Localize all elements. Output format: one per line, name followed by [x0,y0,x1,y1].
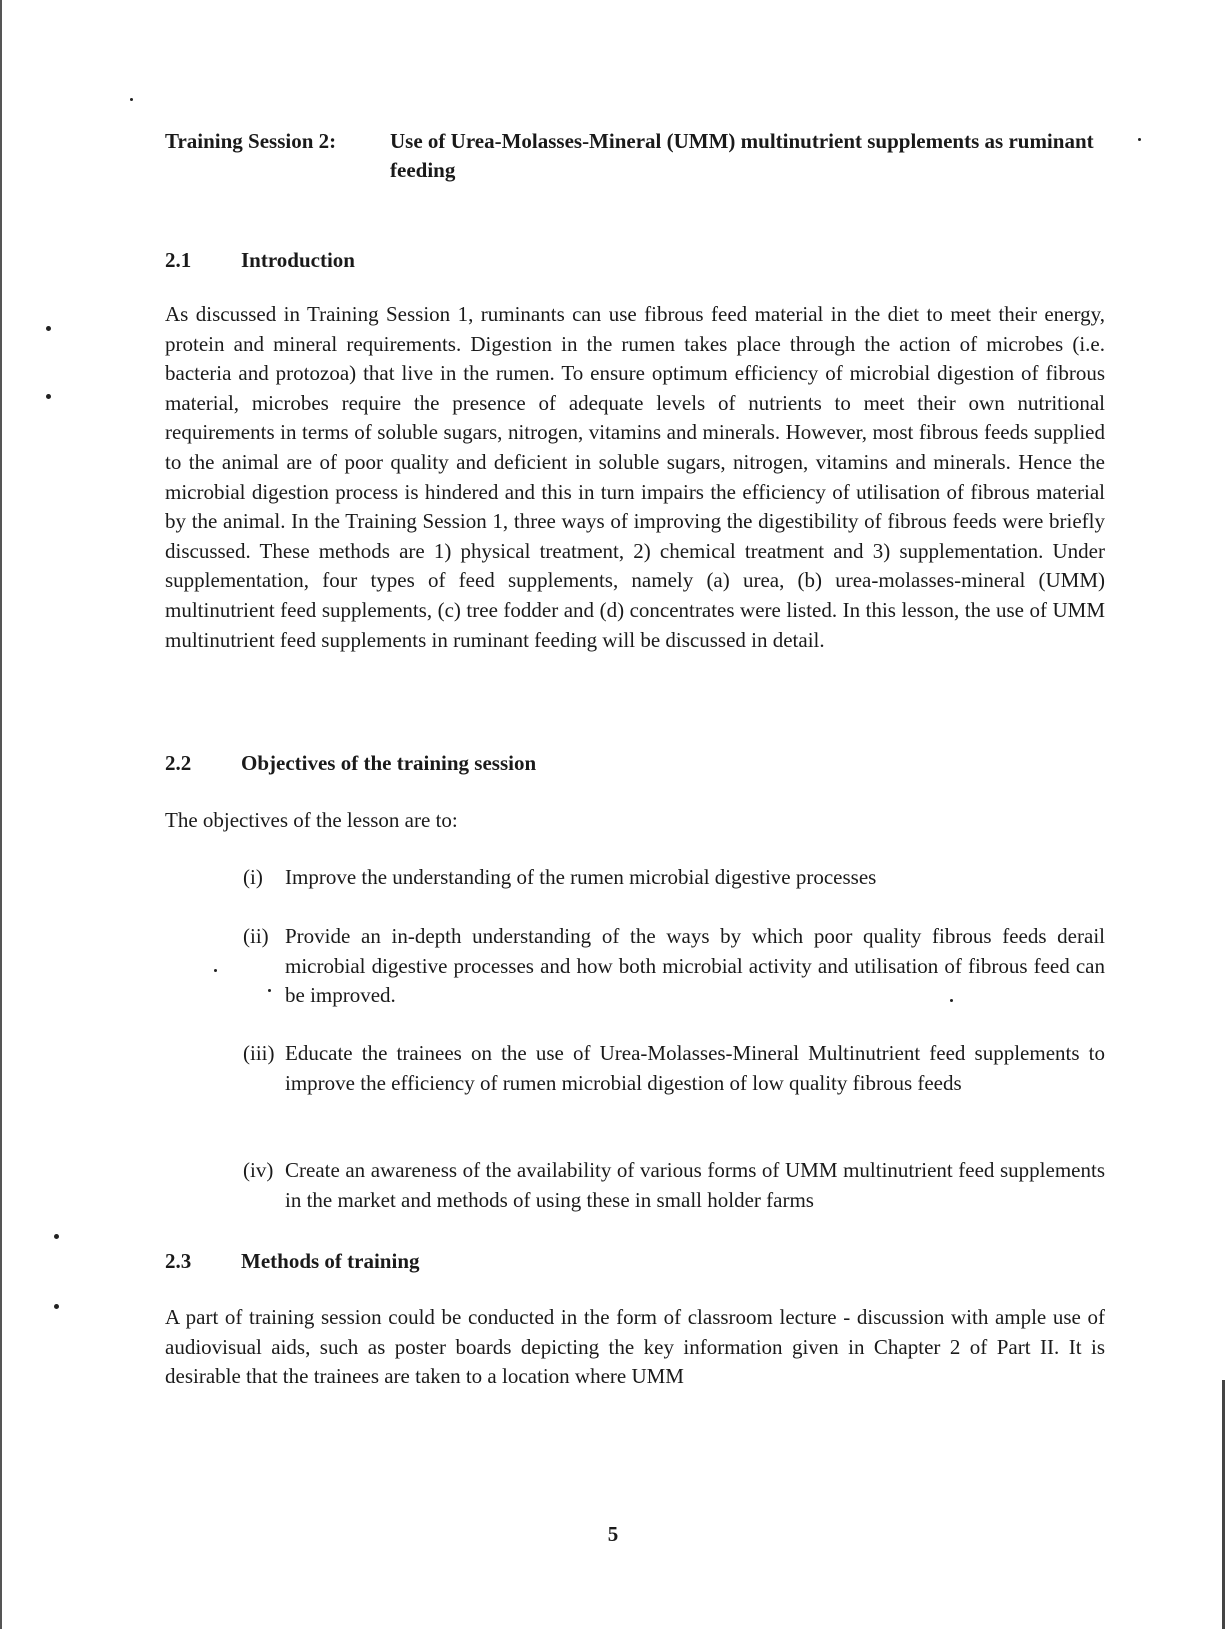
introduction-paragraph: As discussed in Training Session 1, ruminants can use fibrous feed material in the diet to meet their energy, protein and mineral requirements. Digestion in the rumen takes place through the action of microbes (i.e. bacteria and protozoa) that live in the rumen. To ensure optimum efficiency of microbial digestion of fibrous material, microbes require the presence of adequate levels of nutrients to meet their own nutritional requirements in terms of soluble sugars, nitrogen, vitamins and minerals. However, most fibrous feeds supplied to the animal are of poor quality and deficient in soluble sugars, nitrogen, vitamins and minerals. Hence the microbial digestion process is hindered and this in turn impairs the efficiency of utilisation of fibrous material by the animal. In the Training Session 1, three ways of improving the digestibility of fibrous feeds were briefly discussed. These methods are 1) physical treatment, 2) chemical treatment and 3) supplementation. Under supplementation, four types of feed supplements, namely (a) urea, (b) urea-molasses-mineral (UMM) multinutrient feed supplements, (c) tree fodder and (d) concentrates were listed. In this lesson, the use of UMM multinutrient feed supplements in ruminant feeding will be discussed in detail. [165,302,1105,652]
scan-speck [46,326,51,331]
objective-item [243,863,1105,893]
section-heading-objectives [165,749,536,777]
objective-text: Improve the understanding of the rumen microbial digestive processes [285,865,877,889]
scan-speck [1138,138,1141,141]
session-title-text: Use of Urea-Molasses-Mineral (UMM) multinutrient supplements as ruminant feeding [390,129,1094,182]
objective-marker: (i) [243,865,263,889]
section-heading-introduction [165,246,355,274]
objective-text: Provide an in-depth understanding of the ways by which poor quality fibrous feeds derail microbial digestive processes and how both microbial activity and utilisation of fibrous feed can be improved. [285,924,1105,1008]
scan-speck [46,394,51,399]
section-number: 2.1 [165,248,192,272]
page-number: 5 [607,1522,619,1546]
objective-text: Create an awareness of the availability of various forms of UMM multinutrient feed supplements in the market and methods of using these in small holder farms [285,1158,1105,1212]
objective-marker: (ii) [243,924,269,948]
objective-item [243,1039,1105,1098]
scan-edge-left [0,0,2,1629]
objective-marker: (iii) [243,1041,275,1065]
section-number: 2.2 [165,751,192,775]
section-heading-methods [165,1247,420,1275]
scan-edge-right [1222,1380,1225,1629]
objective-marker: (iv) [243,1158,274,1182]
scan-speck [54,1304,59,1309]
objective-item [243,922,1105,1011]
objective-item [243,1156,1105,1215]
objectives-intro: The objectives of the lesson are to: [165,808,458,832]
section-number: 2.3 [165,1249,192,1273]
objective-text: Educate the trainees on the use of Urea-Molasses-Mineral Multinutrient feed supplements to improve the efficiency of rumen microbial digestion of low quality fibrous feeds [285,1041,1105,1095]
methods-paragraph: A part of training session could be conducted in the form of classroom lecture - discussion with ample use of audiovisual aids, such as poster boards depicting the key information given in Chapter 2 of Part II. It is desirable that the trainees are taken to a location where UMM [165,1305,1105,1389]
scan-speck [54,1234,59,1239]
scan-speck [130,98,133,101]
section-title: Methods of training [241,1249,420,1273]
section-title: Introduction [241,248,355,272]
scan-speck [214,969,217,972]
session-title-label: Training Session 2: [165,129,337,153]
section-title: Objectives of the training session [241,751,537,775]
